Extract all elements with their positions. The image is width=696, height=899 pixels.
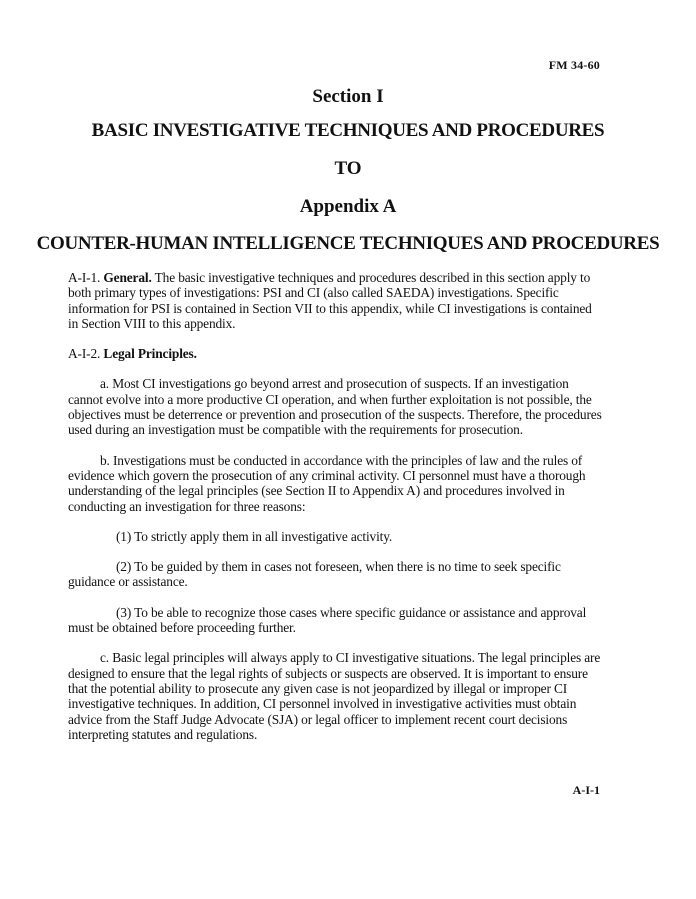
section-title: BASIC INVESTIGATIVE TECHNIQUES AND PROCEDURES: [91, 120, 605, 141]
paragraph-general: [68, 270, 604, 331]
subparagraph-c: c. Basic legal principles will always apply to CI investigative situations. The legal principles are designed to ensure that the legal rights of subjects or suspects are observed. It is important to ensure that the potential ability to prosecute any given case is not jeopardized by illegal or improper CI investigative techniques. In addition, CI personnel involved in investigative activities must obtain advice from the Staff Judge Advocate (SJA) or legal officer to implement recent court decisions interpreting statutes and regulations.: [68, 650, 601, 742]
paragraph-text: The basic investigative techniques and procedures described in this section apply to both primary types of investigations: PSI and CI (also called SAEDA) investigations. Specific information for PSI is contained in Section VII to this appendix, while CI investigations is contained in Section VIII to this appendix.: [68, 270, 592, 331]
paragraph-heading: Legal Principles.: [103, 346, 197, 362]
document-body: [68, 270, 604, 757]
paragraph-number: A-I-2.: [68, 346, 101, 362]
subparagraph-b2: (2) To be guided by them in cases not foreseen, when there is no time to seek specific guidance or assistance.: [68, 559, 561, 590]
document-id: FM 34-60: [548, 58, 600, 72]
to-heading: TO: [334, 158, 362, 179]
subparagraph-b1: (1) To strictly apply them in all investigative activity.: [116, 528, 393, 544]
page-number: A-I-1: [572, 783, 600, 797]
subparagraph-a: a. Most CI investigations go beyond arrest and prosecution of suspects. If an investigation cannot evolve into a more productive CI operation, and when further exploitation is not possible, the objectives must be deterrence or prevention and prosecution of the suspects. Therefore, the procedures used during an investigation must be compatible with the requirements for prosecution.: [68, 376, 602, 438]
subparagraph-b3: (3) To be able to recognize those cases where specific guidance or assistance and approval must be obtained before proceeding further.: [68, 604, 587, 636]
section-heading: Section I: [312, 86, 384, 107]
appendix-title: COUNTER-HUMAN INTELLIGENCE TECHNIQUES AND PROCEDURES: [36, 233, 660, 254]
paragraph-legal-principles: [68, 346, 604, 361]
subparagraph-b: b. Investigations must be conducted in accordance with the principles of law and the rules of evidence which govern the prosecution of any criminal activity. CI personnel must have a thorough understanding of the legal principles (see Section II to Appendix A) and procedures involved in conducting an investigation for three reasons:: [68, 452, 586, 514]
paragraph-number: A-I-1.: [68, 270, 101, 285]
appendix-heading: Appendix A: [299, 196, 397, 217]
paragraph-heading: General.: [103, 270, 152, 285]
